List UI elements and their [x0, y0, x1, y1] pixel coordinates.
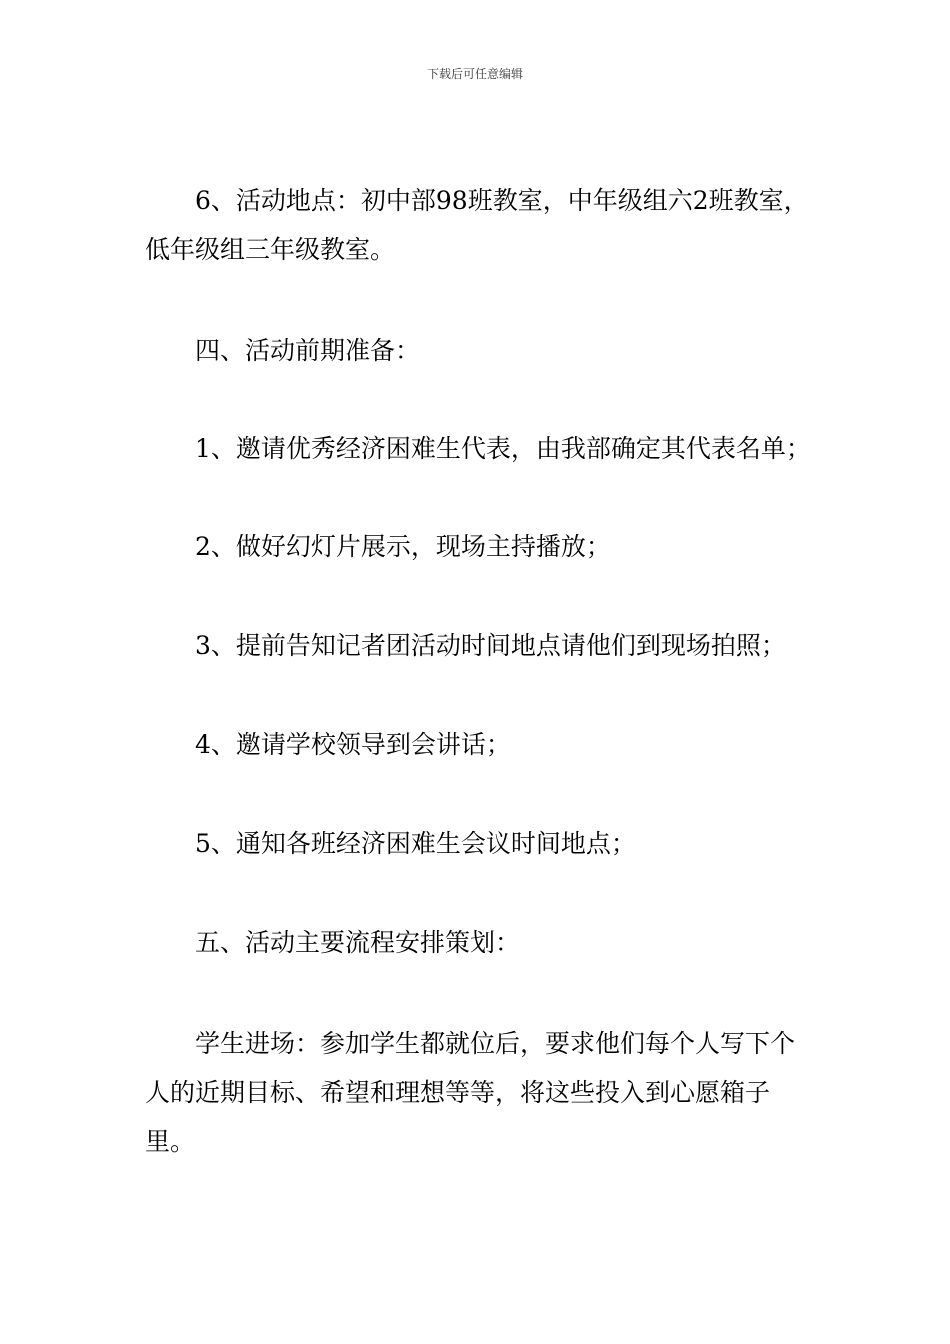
- paragraph-student-entry: 学生进场：参加学生都就位后，要求他们每个人写下个人的近期目标、希望和理想等等，将这些投入到心愿箱子里。: [145, 1029, 796, 1156]
- list-item-prep-2: 2、做好幻灯片展示，现场主持播放；: [195, 532, 611, 561]
- heading-main-process: 五、活动主要流程安排策划：: [195, 928, 521, 957]
- paragraph-activity-location: 6、活动地点：初中部98班教室，中年级组六2班教室，低年级组三年级教室。: [145, 186, 809, 264]
- list-item-prep-3: 3、提前告知记者团活动时间地点请他们到现场拍照；: [195, 631, 786, 660]
- list-item-prep-4: 4、邀请学校领导到会讲话；: [195, 730, 511, 759]
- list-item-prep-5: 5、通知各班经济困难生会议时间地点；: [195, 829, 636, 858]
- page-header-note: 下载后可任意编辑: [426, 67, 523, 81]
- list-item-prep-1: 1、邀请优秀经济困难生代表，由我部确定其代表名单；: [195, 434, 811, 463]
- heading-preparation: 四、活动前期准备：: [195, 336, 421, 365]
